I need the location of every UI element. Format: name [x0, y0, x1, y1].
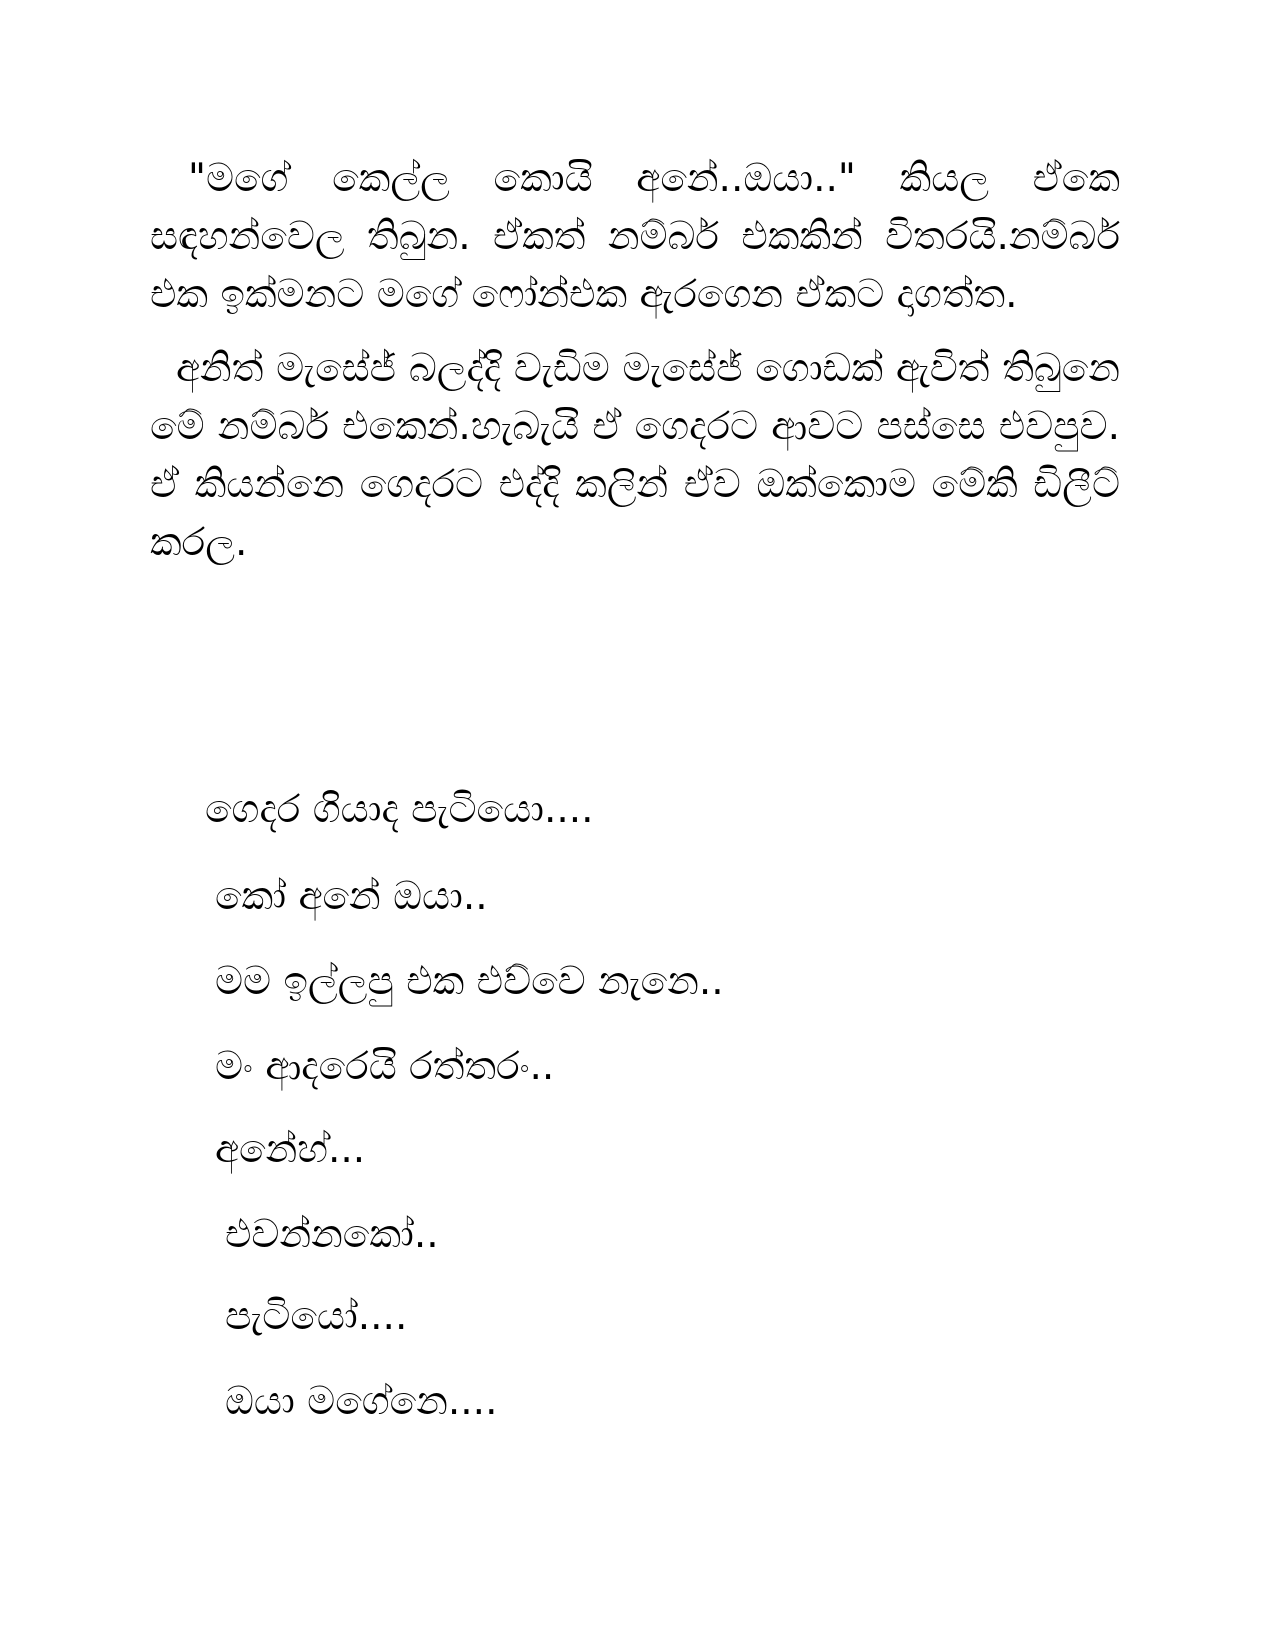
dialogue-line-5: අනේහ්...	[215, 1127, 366, 1172]
dialogue-line-7: පැටියෝ....	[225, 1294, 408, 1339]
dialogue-line-8: ඔයා මගේනෙ....	[225, 1379, 498, 1424]
dialogue-line-1: ගෙදර ගියාද පැටියො....	[205, 787, 594, 832]
dialogue-line-2: කෝ අනේ ඔයා..	[215, 874, 488, 919]
dialogue-line-4: මං ආදරෙයි රත්තරං..	[215, 1044, 555, 1089]
paragraph-2: අනිත් මැසේජ් බලද්දි වැඩිම මැසේජ් ගොඩක් ඇවිත් තිබුනෙ මේ නම්බර් එකෙන්.හැබැයි ඒ ගෙදරට ආවට පස්සෙ එවපුව. ඒ කියන්නෙ ගෙදරට එද්දි කලින් ඒව ඔක්කොම මේකි ඩිලීට් කරල.	[150, 346, 1120, 565]
dialogue-line-6: එවන්නකෝ..	[225, 1212, 439, 1257]
dialogue-line-3: මම ඉල්ලපු එක එව්වෙ නැනෙ..	[215, 959, 724, 1004]
story-text	[150, 150, 1120, 572]
paragraph-1: "මගේ කෙල්ල කොයි අනේ..ඔයා.." කියල ඒකෙ සඳහන්වෙල තිබුන. ඒකත් නම්බර් එකකින් විතරයි.නම්බර් එක ඉක්මනට මගේ ෆෝන්එක ඇරගෙන ඒකට දාගත්ත.	[150, 156, 1120, 317]
